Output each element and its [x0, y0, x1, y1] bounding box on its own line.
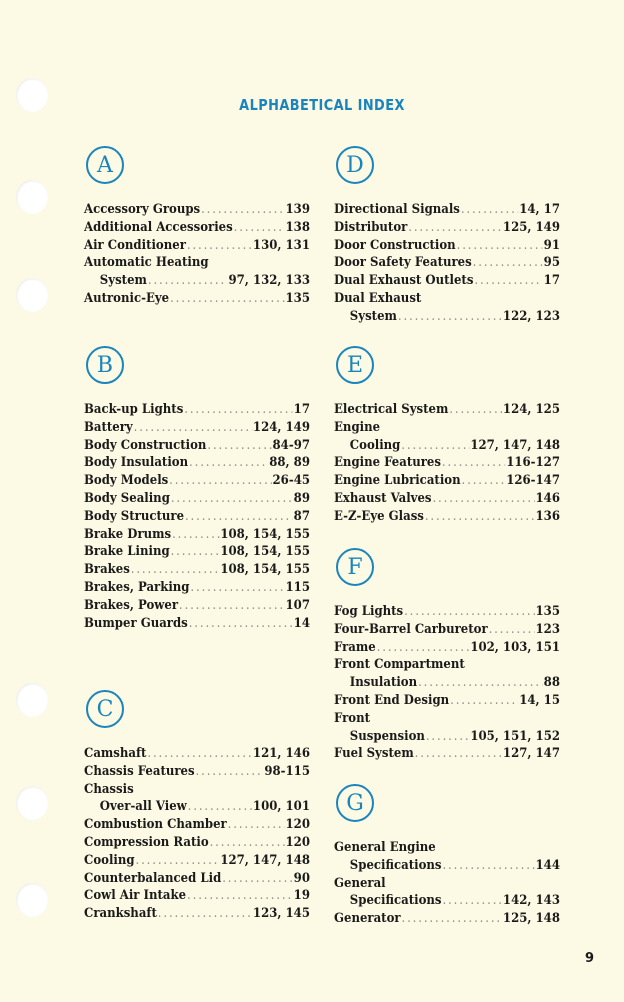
entry-pages: 14 — [293, 614, 310, 630]
index-section-g — [334, 784, 560, 927]
entry-pages: 146 — [535, 489, 560, 505]
index-entry — [334, 909, 560, 927]
index-entry — [334, 691, 560, 709]
leader-dots — [402, 909, 502, 927]
entry-pages: 135 — [535, 603, 560, 618]
leader-dots — [190, 578, 284, 596]
leader-dots — [474, 271, 542, 289]
entry-label: General Engine — [334, 839, 436, 854]
index-entry — [334, 236, 560, 254]
leader-dots — [442, 891, 502, 909]
entry-pages: 102, 103, 151 — [470, 638, 560, 654]
entry-pages: 123, 145 — [252, 905, 310, 921]
page-title: ALPHABETICAL INDEX — [239, 96, 405, 114]
leader-dots — [171, 489, 293, 507]
entry-pages: 124, 125 — [502, 401, 560, 416]
entry-pages: 97, 132, 133 — [228, 272, 310, 288]
index-section-b — [84, 346, 310, 631]
entry-label: Front Compartment — [334, 656, 465, 672]
entry-sublabel: Insulation — [349, 674, 418, 690]
entry-pages: 95 — [543, 254, 560, 270]
index-entry — [84, 200, 310, 218]
index-entry — [84, 218, 310, 236]
leader-dots — [234, 218, 285, 236]
index-section-f — [334, 548, 560, 762]
index-entry — [334, 453, 560, 471]
entry-label: Exhaust Valves — [334, 489, 432, 505]
section-letter-icon: G — [336, 784, 374, 822]
binder-hole — [16, 180, 48, 214]
leader-dots — [489, 620, 535, 638]
index-entry — [334, 638, 560, 656]
leader-dots — [432, 489, 534, 507]
leader-dots — [404, 602, 535, 620]
entry-pages: 88 — [543, 674, 560, 690]
entry-label: Four-Barrel Carburetor — [334, 620, 488, 636]
index-entry — [84, 762, 310, 780]
section-letter-icon: E — [336, 346, 374, 384]
entry-pages: 127, 147 — [502, 745, 560, 761]
entry-pages: 17 — [543, 272, 560, 288]
entry-pages: 26-45 — [272, 472, 310, 488]
leader-dots — [179, 596, 285, 614]
entry-label: Battery — [84, 418, 133, 434]
index-entry — [84, 471, 310, 489]
entry-pages: 123 — [535, 620, 560, 636]
leader-dots — [201, 200, 285, 218]
entry-pages: 19 — [293, 887, 310, 903]
leader-dots — [401, 436, 469, 454]
entry-sublabel: Cooling — [349, 436, 401, 452]
entry-pages: 136 — [535, 507, 560, 523]
page-number: 9 — [585, 951, 595, 966]
index-entry — [334, 271, 560, 289]
index-entry — [334, 200, 560, 218]
leader-dots — [196, 762, 264, 780]
leader-dots — [172, 525, 219, 543]
leader-dots — [131, 560, 220, 578]
entry-label: Brakes — [84, 561, 130, 577]
entry-label: Generator — [334, 910, 401, 926]
entry-pages: 84-97 — [272, 436, 310, 452]
entry-pages: 124, 149 — [252, 418, 310, 434]
leader-dots — [377, 638, 470, 656]
index-entry — [334, 709, 560, 745]
entry-label: Engine Features — [334, 454, 441, 470]
leader-dots — [425, 507, 535, 525]
leader-dots — [418, 673, 543, 691]
entry-pages: 14, 15 — [519, 691, 560, 707]
entry-pages: 127, 147, 148 — [470, 436, 560, 452]
leader-dots — [185, 507, 293, 525]
entry-pages: 127, 147, 148 — [220, 851, 310, 867]
entry-label: Brakes, Parking — [84, 578, 190, 594]
index-entry — [84, 507, 310, 525]
index-entry — [84, 560, 310, 578]
index-entry — [84, 869, 310, 887]
entry-label: Bumper Guards — [84, 614, 188, 630]
index-entry — [84, 578, 310, 596]
leader-dots — [461, 200, 518, 218]
leader-dots — [158, 904, 252, 922]
entry-pages: 108, 154, 155 — [220, 561, 310, 577]
leader-dots — [187, 886, 293, 904]
leader-dots — [442, 856, 534, 874]
entry-label: Fog Lights — [334, 603, 404, 618]
entry-label: Brakes, Power — [84, 596, 178, 612]
entry-label: Automatic Heating — [84, 254, 209, 270]
entry-pages: 87 — [293, 507, 310, 523]
index-entry — [334, 838, 560, 874]
entry-label: Dual Exhaust — [334, 289, 422, 305]
entry-label: Directional Signals — [334, 201, 460, 216]
index-entry — [84, 833, 310, 851]
leader-dots — [134, 418, 252, 436]
index-entry — [84, 886, 310, 904]
index-entry — [334, 744, 560, 762]
entry-label: Air Conditioner — [84, 236, 186, 252]
binder-hole — [16, 78, 48, 112]
entry-label: Chassis Features — [84, 762, 195, 778]
entry-pages: 144 — [535, 856, 560, 872]
entry-label: Additional Accessories — [84, 218, 233, 234]
index-entry — [84, 596, 310, 614]
index-entry — [84, 236, 310, 254]
leader-dots — [228, 815, 285, 833]
entry-pages: 105, 151, 152 — [470, 727, 560, 743]
leader-dots — [171, 542, 220, 560]
entry-label: Crankshaft — [84, 905, 157, 921]
entry-pages: 88, 89 — [269, 454, 310, 470]
entry-sublabel: Specifications — [349, 892, 442, 908]
leader-dots — [449, 400, 502, 418]
binder-hole — [16, 683, 48, 717]
leader-dots — [222, 869, 293, 887]
leader-dots — [189, 614, 293, 632]
index-entry — [84, 904, 310, 922]
entry-pages: 89 — [293, 489, 310, 505]
entry-label: Fuel System — [334, 745, 414, 761]
entry-pages: 115 — [285, 578, 310, 594]
entry-label: Front — [334, 709, 371, 725]
index-section-d — [334, 146, 560, 325]
section-letter-icon: A — [86, 146, 124, 184]
leader-dots — [187, 236, 252, 254]
entry-label: Front End Design — [334, 691, 450, 707]
entry-label: Back-up Lights — [84, 401, 184, 416]
index-entry — [84, 780, 310, 816]
index-entry — [334, 400, 560, 418]
index-entry — [334, 620, 560, 638]
entry-pages: 138 — [285, 218, 310, 234]
index-entry — [334, 418, 560, 454]
index-entry — [84, 253, 310, 289]
entry-pages: 98-115 — [264, 762, 310, 778]
entry-label: Brake Lining — [84, 543, 170, 559]
leader-dots — [188, 797, 252, 815]
index-section-a — [84, 146, 310, 307]
entry-pages: 91 — [543, 236, 560, 252]
entry-pages: 100, 101 — [252, 798, 310, 814]
index-entry — [334, 655, 560, 691]
leader-dots — [408, 218, 502, 236]
section-letter-icon: B — [86, 346, 124, 384]
index-entry — [84, 289, 310, 307]
entry-pages: 125, 149 — [502, 218, 560, 234]
index-entry — [84, 525, 310, 543]
index-entry — [334, 471, 560, 489]
leader-dots — [450, 691, 518, 709]
entry-pages: 120 — [285, 816, 310, 832]
entry-pages: 116-127 — [506, 454, 560, 470]
leader-dots — [189, 453, 268, 471]
entry-pages: 17 — [293, 401, 310, 416]
leader-dots — [169, 471, 271, 489]
index-entry — [84, 436, 310, 454]
binder-hole — [16, 278, 48, 312]
leader-dots — [148, 271, 228, 289]
entry-label: Electrical System — [334, 401, 449, 416]
index-entry — [84, 851, 310, 869]
entry-pages: 121, 146 — [252, 745, 310, 760]
index-entry — [84, 815, 310, 833]
entry-sublabel: System — [349, 307, 397, 323]
leader-dots — [398, 307, 502, 325]
entry-label: Combustion Chamber — [84, 816, 227, 832]
index-entry — [334, 489, 560, 507]
entry-sublabel: Specifications — [349, 856, 442, 872]
leader-dots — [207, 436, 271, 454]
entry-pages: 108, 154, 155 — [220, 525, 310, 541]
leader-dots — [135, 851, 219, 869]
leader-dots — [184, 400, 293, 418]
index-entry — [84, 400, 310, 418]
entry-pages: 126-147 — [506, 472, 560, 488]
leader-dots — [442, 453, 505, 471]
index-section-c — [84, 690, 310, 922]
entry-label: Distributor — [334, 218, 408, 234]
index-entry — [84, 453, 310, 471]
leader-dots — [462, 471, 506, 489]
entry-sublabel: Over-all View — [99, 798, 187, 814]
section-letter-icon: D — [336, 146, 374, 184]
entry-label: Body Sealing — [84, 489, 170, 505]
index-entry — [334, 507, 560, 525]
entry-label: E-Z-Eye Glass — [334, 507, 424, 523]
entry-pages: 122, 123 — [502, 307, 560, 323]
section-letter-icon: C — [86, 690, 124, 728]
section-letter-icon: F — [336, 548, 374, 586]
index-entry — [334, 874, 560, 910]
entry-label: Body Structure — [84, 507, 185, 523]
entry-pages: 125, 148 — [502, 910, 560, 926]
entry-sublabel: Suspension — [349, 727, 425, 743]
binder-hole — [16, 883, 48, 917]
entry-label: Body Models — [84, 472, 169, 488]
entry-label: Door Safety Features — [334, 254, 472, 270]
entry-label: Engine — [334, 418, 381, 434]
binder-hole — [16, 786, 48, 820]
entry-pages: 108, 154, 155 — [220, 543, 310, 559]
entry-label: Counterbalanced Lid — [84, 869, 222, 885]
entry-sublabel: System — [99, 272, 147, 288]
leader-dots — [457, 236, 543, 254]
entry-label: Cooling — [84, 851, 135, 867]
entry-label: Engine Lubrication — [334, 472, 461, 488]
entry-label: Brake Drums — [84, 525, 172, 541]
entry-label: General — [334, 874, 386, 890]
entry-label: Camshaft — [84, 745, 147, 760]
index-entry — [84, 418, 310, 436]
entry-label: Compression Ratio — [84, 833, 209, 849]
leader-dots — [170, 289, 285, 307]
index-entry — [334, 253, 560, 271]
entry-pages: 107 — [285, 596, 310, 612]
index-entry — [84, 614, 310, 632]
entry-pages: 90 — [293, 869, 310, 885]
entry-label: Frame — [334, 638, 376, 654]
entry-label: Door Construction — [334, 236, 456, 252]
entry-pages: 139 — [285, 201, 310, 216]
index-entry — [84, 489, 310, 507]
leader-dots — [210, 833, 285, 851]
entry-pages: 120 — [285, 833, 310, 849]
index-entry — [334, 218, 560, 236]
entry-label: Chassis — [84, 780, 134, 796]
entry-label: Autronic-Eye — [84, 289, 170, 305]
entry-pages: 14, 17 — [519, 201, 560, 216]
leader-dots — [415, 744, 502, 762]
entry-pages: 142, 143 — [502, 892, 560, 908]
entry-label: Dual Exhaust Outlets — [334, 272, 474, 288]
entry-pages: 130, 131 — [252, 236, 310, 252]
entry-label: Accessory Groups — [84, 201, 201, 216]
entry-label: Body Insulation — [84, 454, 189, 470]
index-entry — [334, 289, 560, 325]
entry-label: Cowl Air Intake — [84, 887, 187, 903]
entry-label: Body Construction — [84, 436, 207, 452]
leader-dots — [147, 744, 252, 762]
index-entry — [84, 744, 310, 762]
index-entry — [84, 542, 310, 560]
leader-dots — [426, 727, 470, 745]
index-section-e — [334, 346, 560, 525]
index-entry — [334, 602, 560, 620]
leader-dots — [473, 253, 543, 271]
entry-pages: 135 — [285, 289, 310, 305]
